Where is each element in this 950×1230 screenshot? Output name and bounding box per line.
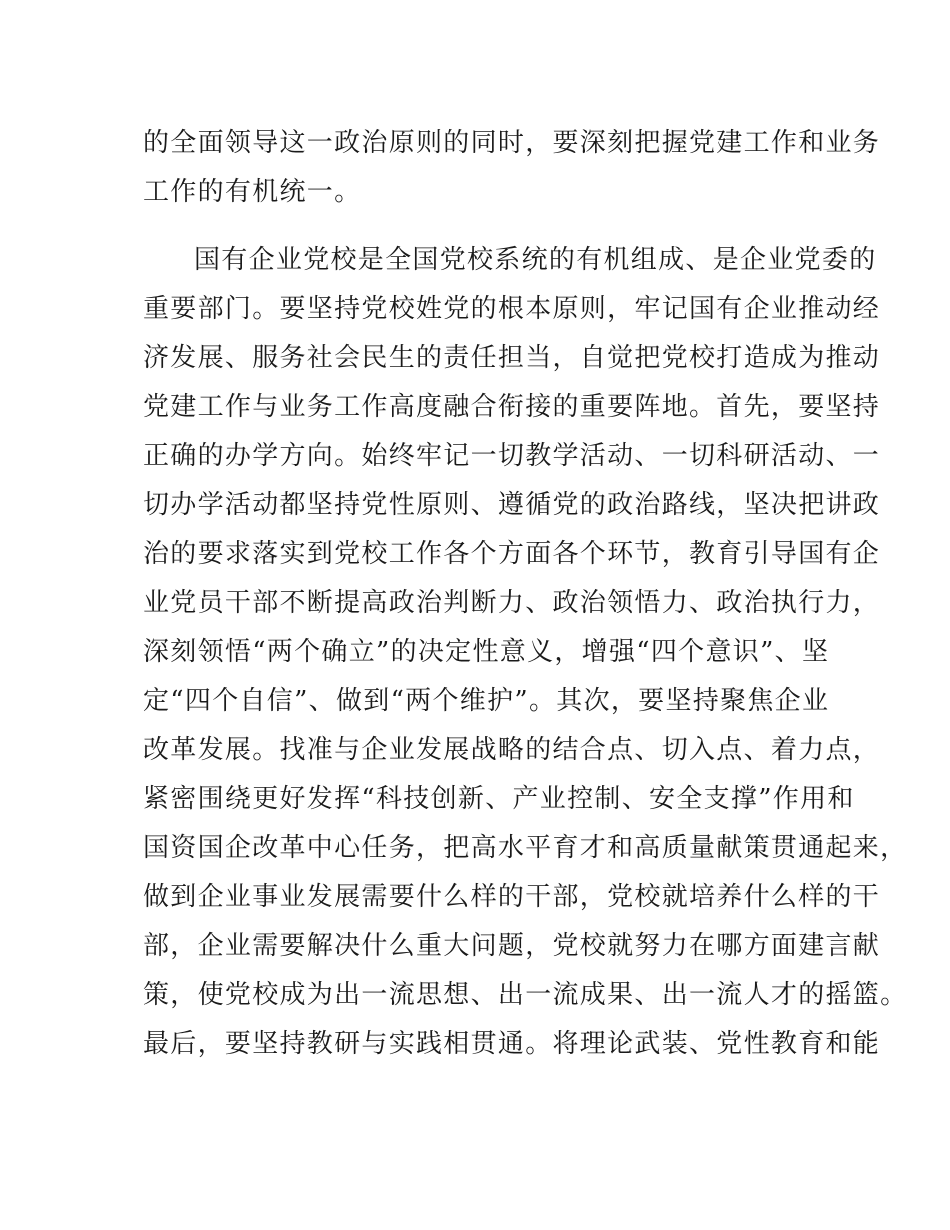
text-line-10: 业党员干部不断提高政治判断力、政治领悟力、政治执行力， xyxy=(143,588,881,618)
text-line-2: 工作的有机统一。 xyxy=(143,177,362,207)
text-line-16: 做到企业事业发展需要什么样的干部，党校就培养什么样的干 xyxy=(143,882,881,912)
text-line-5: 济发展、服务社会民生的责任担当，自觉把党校打造成为推动 xyxy=(143,343,881,373)
text-line-9: 治的要求落实到党校工作各个方面各个环节，教育引导国有企 xyxy=(143,539,881,569)
text-line-1: 的全面领导这一政治原则的同时，要深刻把握党建工作和业务 xyxy=(143,128,881,158)
text-line-19: 最后，要坚持教研与实践相贯通。将理论武装、党性教育和能 xyxy=(143,1029,881,1059)
paragraph-start-line: 国有企业党校是全国党校系统的有机组成、是企业党委的 xyxy=(194,245,877,275)
text-line-4: 重要部门。要坚持党校姓党的根本原则，牢记国有企业推动经 xyxy=(143,294,881,324)
text-line-18: 策，使党校成为出一流思想、出一流成果、出一流人才的摇篮。 xyxy=(143,980,908,1010)
text-line-13: 改革发展。找准与企业发展战略的结合点、切入点、着力点， xyxy=(143,735,881,765)
text-line-17: 部，企业需要解决什么重大问题，党校就努力在哪方面建言献 xyxy=(143,931,881,961)
text-line-6: 党建工作与业务工作高度融合衔接的重要阵地。首先，要坚持 xyxy=(143,392,881,422)
text-line-8: 切办学活动都坚持党性原则、遵循党的政治路线，坚决把讲政 xyxy=(143,490,881,520)
text-line-14: 紧密围绕更好发挥“科技创新、产业控制、安全支撑”作用和 xyxy=(143,784,855,814)
text-line-11: 深刻领悟“两个确立”的决定性意义，增强“四个意识”、坚 xyxy=(143,637,830,667)
text-line-15: 国资国企改革中心任务，把高水平育才和高质量献策贯通起来， xyxy=(143,833,908,863)
text-line-7: 正确的办学方向。始终牢记一切教学活动、一切科研活动、一 xyxy=(143,441,881,471)
text-line-12: 定“四个自信”、做到“两个维护”。其次，要坚持聚焦企业 xyxy=(143,686,830,716)
